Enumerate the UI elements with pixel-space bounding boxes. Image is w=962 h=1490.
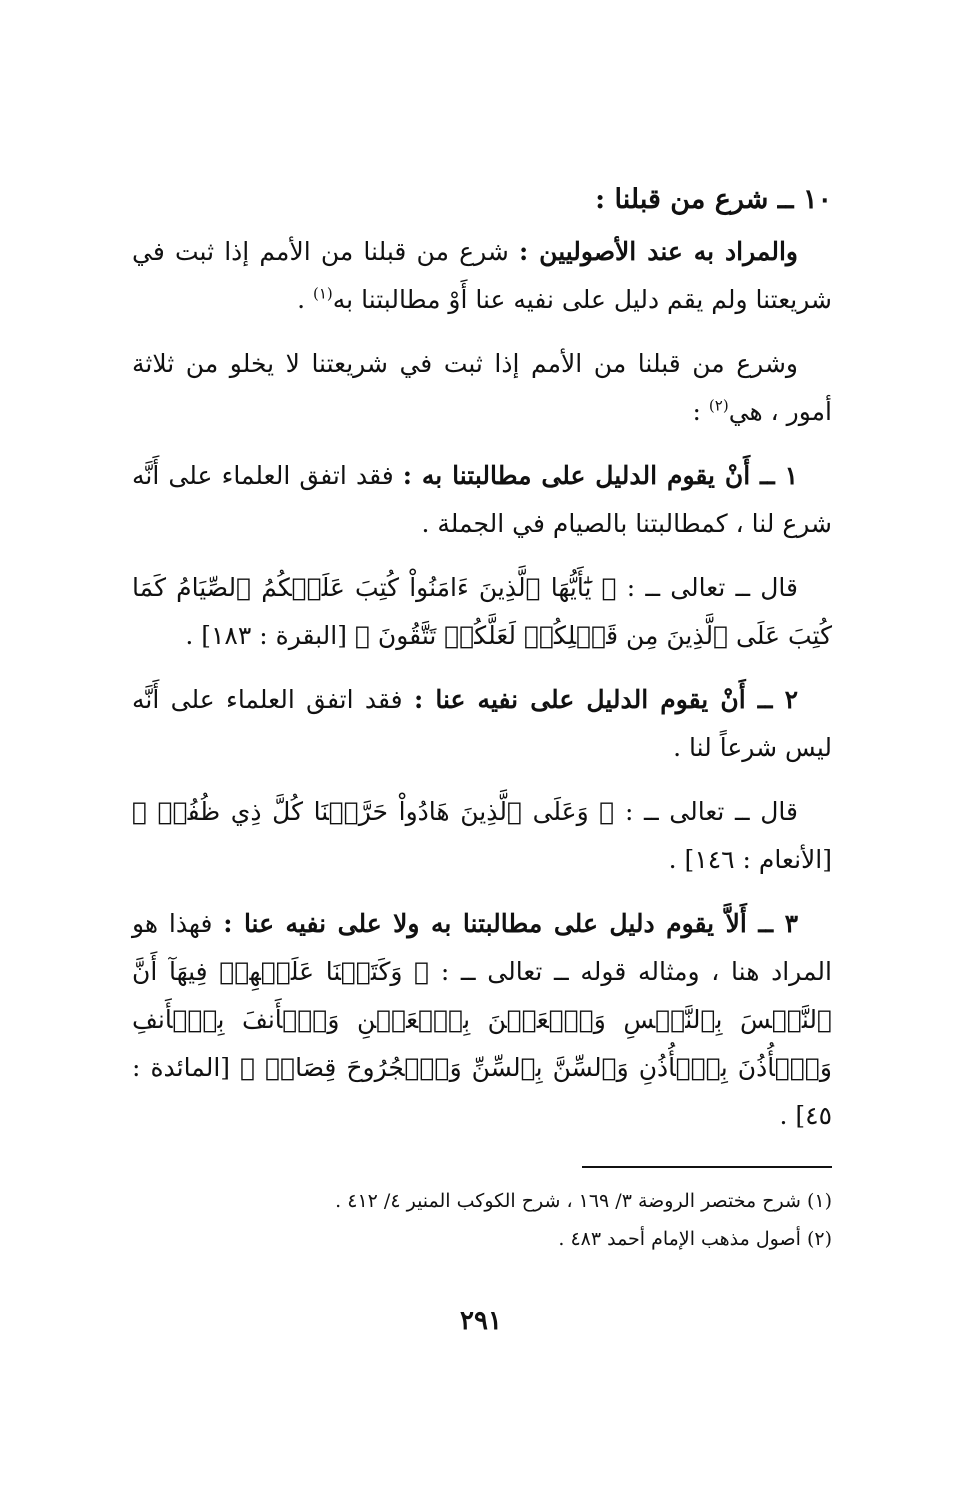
page-number: ٢٩١ [460,1306,502,1336]
definition-paragraph [132,228,832,324]
section-heading: ١٠ ــ شرع من قبلنا : [595,184,832,215]
footnote-2: (٢) أصول مذهب الإمام أحمد ٤٨٣ . [558,1228,832,1250]
quran-verse: ﴿ وَعَلَى ٱلَّذِينَ هَادُواْ حَرَّمۡنَا كُلَّ ذِي ظُفُرٖ ﴾ [132,797,615,826]
intro-text: وشرع من قبلنا من الأمم إذا ثبت في شريعتنا لا يخلو من ثلاثة أمور ، هي [132,349,832,426]
footnote-divider [582,1166,832,1168]
item-3-title: ٣ ــ أَلاَّ يقوم دليل على مطالبتنا به ولا على نفيه عنا : [223,909,798,938]
item-1-title: ١ ــ أَنْ يقوم الدليل على مطالبتنا به : [402,461,798,490]
punctuation: . [297,285,313,314]
verse-citation: [الأنعام : ١٤٦] . [668,845,832,874]
definition-text: شرع من قبلنا من الأمم إذا ثبت في شريعتنا ولم يقم دليل على نفيه عنا أَوْ مطالبتنا به [132,237,832,314]
item-3-text: فهذا هو المراد هنا ، ومثاله قوله ــ تعالى ــ : [132,909,832,986]
main-text [132,178,832,1156]
quote-lead: قال ــ تعالى ــ : [616,573,798,602]
item-2-paragraph [132,676,832,772]
footnotes [132,1182,832,1258]
item-2-text: فقد اتفق العلماء على أَنَّه ليس شرعاً لنا . [132,685,832,762]
item-1-paragraph [132,452,832,548]
footnote-ref-2[interactable]: (٢) [708,396,729,415]
quran-verse: ﴿ وَكَتَبۡنَا عَلَيۡهِمۡ فِيهَآ أَنَّ ٱلنَّفۡسَ بِٱلنَّفۡسِ وَٱلۡعَيۡنَ بِٱلۡعَيۡنِ وَٱلۡأَنفَ بِٱلۡأَنفِ وَٱلۡأُذُنَ بِٱلۡأُذُنِ وَٱلسِّنَّ بِٱلسِّنِّ وَٱلۡجُرُوحَ قِصَاصٞ ﴾ [132,957,832,1082]
footnote-ref-1[interactable]: (١) [313,284,333,303]
quran-verse: ﴿ يَٰٓأَيُّهَا ٱلَّذِينَ ءَامَنُواْ كُتِبَ عَلَيۡكُمُ ٱلصِّيَامُ كَمَا كُتِبَ عَلَى ٱلَّذِينَ مِن قَبۡلِكُمۡ لَعَلَّكُمۡ تَتَّقُونَ ﴾ [132,573,832,650]
footnote-1: (١) شرح مختصر الروضة ٣/ ١٦٩ ، شرح الكوكب المنير ٤/ ٤١٢ . [335,1190,832,1212]
item-3-paragraph [132,900,832,1140]
intro-paragraph [132,340,832,436]
verse-citation: [البقرة : ١٨٣] . [185,621,355,650]
item-2-title: ٢ ــ أَنْ يقوم الدليل على نفيه عنا : [414,685,799,714]
item-1-quote [132,564,832,660]
punctuation: : [692,397,709,426]
item-1-text: فقد اتفق العلماء على أَنَّه شرع لنا ، كمطالبتنا بالصيام في الجملة . [132,461,832,538]
quote-lead: قال ــ تعالى ــ : [614,797,798,826]
verse-citation: [المائدة : ٤٥] . [132,1053,832,1130]
item-2-quote [132,788,832,884]
definition-term: والمراد به عند الأصوليين : [519,237,798,266]
